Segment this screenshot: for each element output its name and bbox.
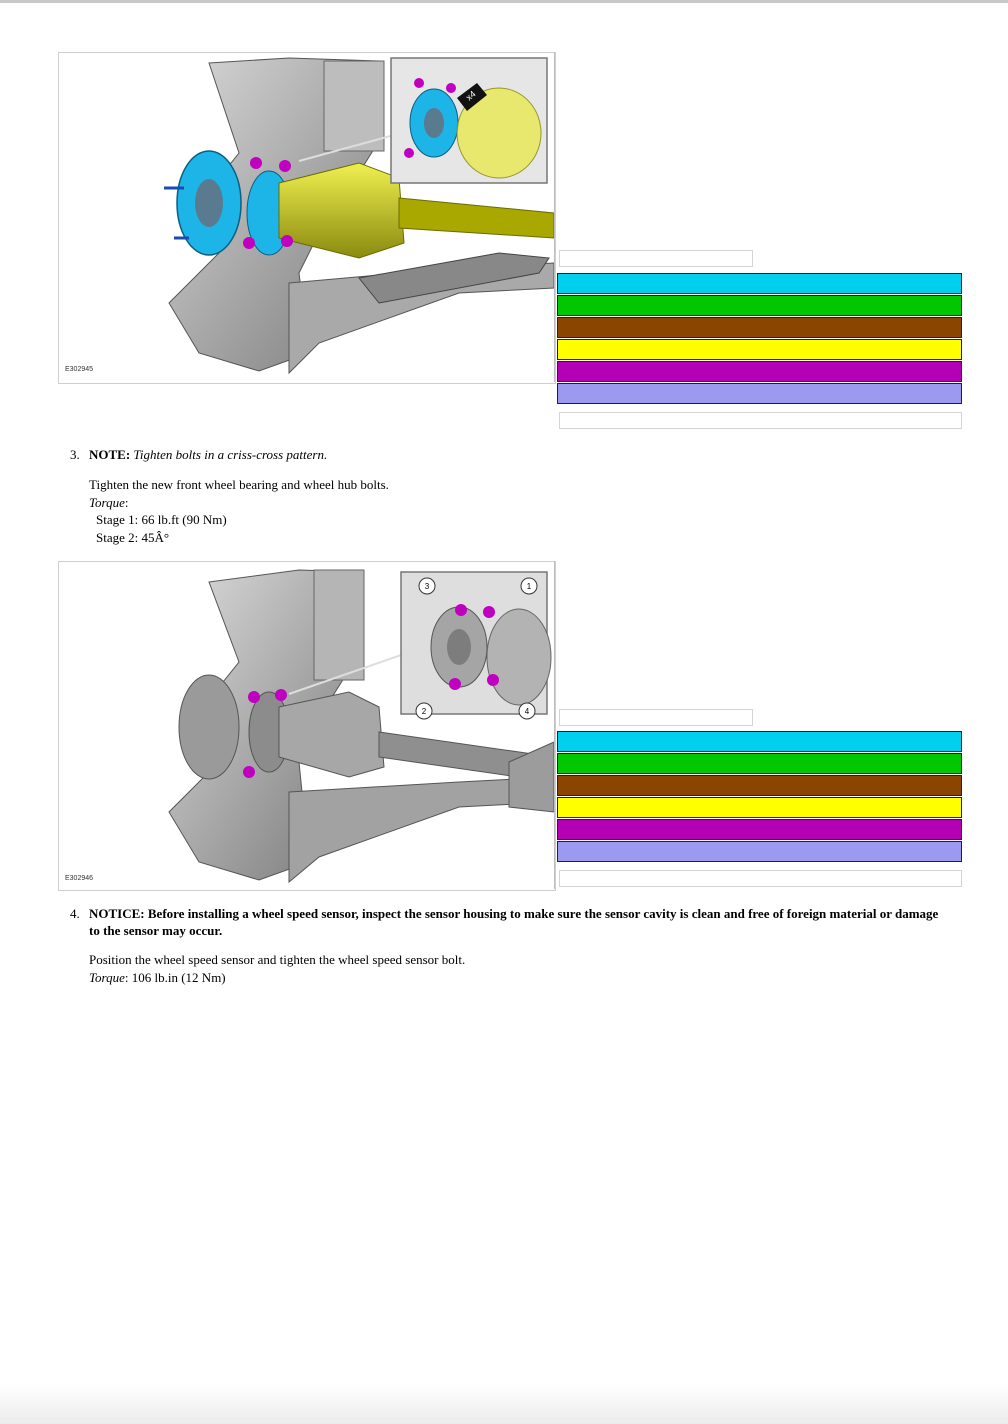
step-3-note: [70, 446, 327, 463]
notice-label: NOTICE:: [89, 906, 145, 921]
step-4-instruction: Position the wheel speed sensor and tighten the wheel speed sensor bolt.: [89, 952, 466, 967]
step-4-notice: [89, 905, 939, 939]
hub-illustration: [59, 53, 555, 383]
step-number: 4.: [70, 906, 80, 921]
figure-id: E302945: [65, 366, 94, 373]
torque-stage-2: Stage 2: 45Â°: [96, 529, 170, 545]
callout-4: 4: [524, 707, 530, 716]
torque-value: : 106 lb.in (12 Nm): [124, 969, 226, 985]
legend-header-cell: [559, 709, 753, 726]
legend-header-cell: [559, 250, 753, 267]
figure-wheel-hub-bolts: [58, 52, 556, 384]
step-3-instruction: Tighten the new front wheel bearing and wheel hub bolts.: [89, 477, 389, 492]
callout-3: 3: [424, 582, 430, 591]
divider: [554, 561, 555, 889]
legend-swatch-magenta: [557, 361, 962, 382]
step-4-number-wrap: [70, 905, 89, 922]
legend-swatch-lavender: [557, 841, 962, 862]
torque-label: Torque: [89, 969, 125, 985]
step-3-body: [89, 476, 389, 546]
torque-colon: :: [124, 494, 129, 510]
legend-swatch-green: [557, 753, 962, 774]
legend-swatch-brown: [557, 317, 962, 338]
step-number: 3.: [70, 447, 80, 462]
notice-text: Before installing a wheel speed sensor, inspect the sensor housing to make sure the sensor cavity is clean and free of foreign material or damage to the sensor may occur.: [89, 906, 939, 938]
legend-swatch-yellow: [557, 797, 962, 818]
top-border: [0, 0, 1008, 3]
inset-callout-label: x4: [463, 88, 478, 103]
callout-2: 2: [421, 707, 427, 716]
legend-swatch-lavender: [557, 383, 962, 404]
sequence-illustration: [59, 562, 555, 890]
page-bottom-edge: [0, 1384, 1008, 1424]
legend-swatch-magenta: [557, 819, 962, 840]
step-4-body: [89, 951, 465, 986]
callout-1: 1: [526, 582, 532, 591]
figure-id: E302946: [65, 875, 94, 882]
torque-label: Torque: [89, 494, 125, 510]
note-label: NOTE:: [89, 447, 131, 462]
legend-swatch-yellow: [557, 339, 962, 360]
legend-swatch-cyan: [557, 731, 962, 752]
figure-bolt-sequence: [58, 561, 556, 891]
legend-swatch-brown: [557, 775, 962, 796]
legend-swatch-green: [557, 295, 962, 316]
divider: [554, 52, 555, 382]
legend-swatch-cyan: [557, 273, 962, 294]
legend-footer-cell: [559, 412, 962, 429]
note-text: Tighten bolts in a criss-cross pattern.: [133, 447, 328, 462]
legend-footer-cell: [559, 870, 962, 887]
torque-stage-1: Stage 1: 66 lb.ft (90 Nm): [96, 512, 227, 527]
